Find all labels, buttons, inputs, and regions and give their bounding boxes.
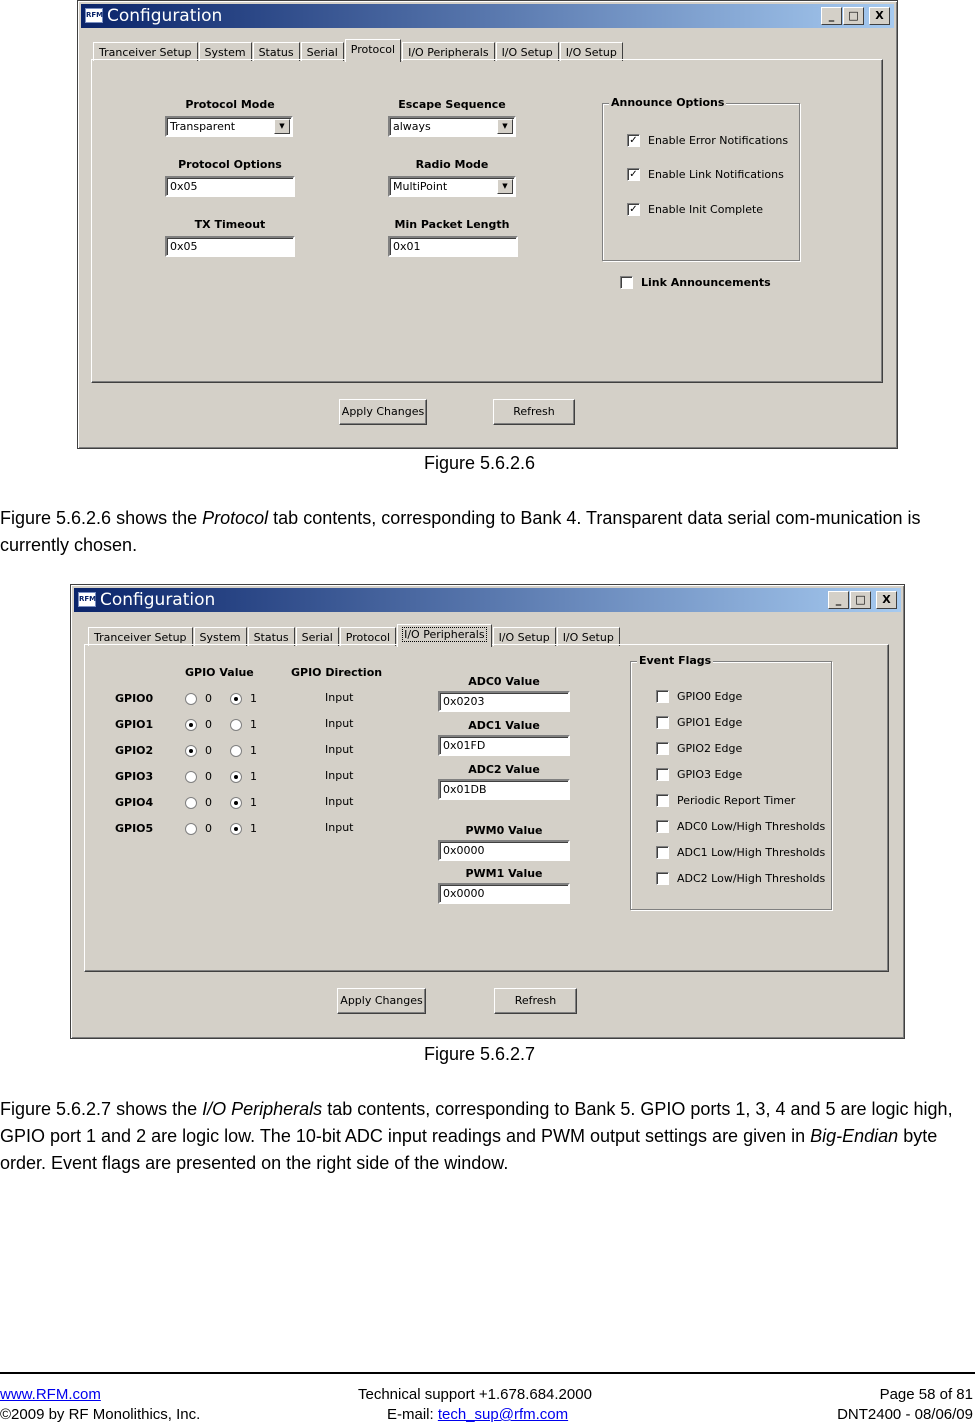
checkbox-unchecked-icon[interactable] bbox=[656, 768, 669, 781]
checkbox-unchecked-icon[interactable] bbox=[620, 276, 633, 289]
radio-selected-icon[interactable] bbox=[230, 823, 242, 835]
footer-email-label: E-mail: bbox=[387, 1406, 438, 1423]
rfm-logo-icon: RFM bbox=[85, 8, 103, 23]
adc1-input[interactable]: 0x01FD bbox=[438, 735, 570, 756]
minimize-button[interactable]: _ bbox=[821, 7, 842, 25]
figure-caption-2: Figure 5.6.2.7 bbox=[424, 1044, 536, 1064]
event-flag-checkbox[interactable] bbox=[656, 846, 825, 859]
gpio-direction: Input bbox=[325, 821, 354, 834]
protocol-options-input[interactable]: 0x05 bbox=[165, 176, 295, 197]
enable-error-notifications-checkbox[interactable] bbox=[627, 134, 788, 147]
event-flag-label: GPIO1 Edge bbox=[677, 716, 743, 729]
checkbox-label: Enable Init Complete bbox=[648, 203, 764, 216]
title-bar[interactable] bbox=[81, 4, 894, 28]
gpio-name: GPIO4 bbox=[115, 796, 154, 809]
para1-text-b: tab contents, corresponding to Bank 4. Transparent data serial com-munication is currently chosen. bbox=[0, 508, 921, 555]
event-flag-label: GPIO2 Edge bbox=[677, 742, 743, 755]
gpio-name: GPIO5 bbox=[115, 822, 154, 835]
radio-label: 0 bbox=[205, 796, 212, 809]
chevron-down-icon[interactable]: ▼ bbox=[497, 179, 513, 194]
gpio-value-radio-0[interactable] bbox=[185, 796, 212, 809]
event-flags-group bbox=[630, 654, 832, 910]
pwm0-input[interactable]: 0x0000 bbox=[438, 840, 570, 861]
pwm0-label: PWM0 Value bbox=[465, 824, 543, 837]
gpio-direction: Input bbox=[325, 795, 354, 808]
gpio-value-radio-0[interactable] bbox=[185, 692, 212, 705]
gpio-value-radio-0[interactable] bbox=[185, 718, 212, 731]
tx-timeout-input[interactable]: 0x05 bbox=[165, 236, 295, 257]
gpio-name: GPIO2 bbox=[115, 744, 154, 757]
tab-protocol[interactable]: Protocol bbox=[345, 39, 401, 62]
window-title: Configuration bbox=[100, 590, 216, 610]
protocol-mode-select[interactable] bbox=[165, 116, 293, 137]
rfm-logo-icon: RFM bbox=[78, 592, 96, 607]
radio-label: 1 bbox=[250, 796, 257, 809]
radio-unselected-icon[interactable] bbox=[230, 745, 242, 757]
footer-email bbox=[387, 1406, 568, 1423]
radio-mode-select[interactable] bbox=[388, 176, 516, 197]
chevron-down-icon[interactable]: ▼ bbox=[274, 119, 290, 134]
config-window-io-peripherals bbox=[70, 584, 905, 1039]
event-flags-title: Event Flags bbox=[639, 654, 712, 667]
radio-unselected-icon[interactable] bbox=[185, 823, 197, 835]
protocol-mode-label: Protocol Mode bbox=[185, 98, 275, 111]
tab-io-setup-2[interactable]: I/O Setup bbox=[557, 627, 620, 646]
gpio-value-radio-1[interactable] bbox=[230, 692, 257, 705]
protocol-options-label: Protocol Options bbox=[178, 158, 282, 171]
title-bar[interactable] bbox=[74, 588, 901, 612]
tab-system[interactable]: System bbox=[194, 627, 247, 646]
checkbox-unchecked-icon[interactable] bbox=[656, 690, 669, 703]
tab-system[interactable]: System bbox=[199, 42, 252, 61]
announce-options-title: Announce Options bbox=[611, 96, 725, 109]
min-packet-length-label: Min Packet Length bbox=[394, 218, 510, 231]
checkbox-unchecked-icon[interactable] bbox=[656, 742, 669, 755]
apply-changes-button[interactable]: Apply Changes bbox=[337, 988, 426, 1014]
event-flag-label: ADC2 Low/High Thresholds bbox=[677, 872, 826, 885]
tab-tranceiver-setup[interactable]: Tranceiver Setup bbox=[88, 627, 193, 646]
tab-io-peripherals[interactable]: I/O Peripherals bbox=[402, 42, 494, 61]
pwm1-label: PWM1 Value bbox=[465, 867, 543, 880]
tab-io-peripherals[interactable] bbox=[397, 624, 491, 647]
window-title: Configuration bbox=[107, 6, 223, 26]
radio-label: 0 bbox=[205, 770, 212, 783]
tab-io-setup[interactable]: I/O Setup bbox=[496, 42, 559, 61]
radio-label: 0 bbox=[205, 718, 212, 731]
para2-emphasis-2: Big-Endian bbox=[810, 1126, 899, 1146]
tab-io-setup[interactable]: I/O Setup bbox=[493, 627, 556, 646]
para2-text-c: byte order. Event flags are presented on the right side of the window. bbox=[0, 1126, 938, 1173]
para1-emphasis: Protocol bbox=[202, 508, 269, 528]
gpio-value-radio-0[interactable] bbox=[185, 770, 212, 783]
adc0-input[interactable]: 0x0203 bbox=[438, 691, 570, 712]
checkbox-checked-icon[interactable]: ✓ bbox=[627, 168, 640, 181]
event-flag-label: Periodic Report Timer bbox=[677, 794, 796, 807]
checkbox-unchecked-icon[interactable] bbox=[656, 820, 669, 833]
event-flag-label: ADC1 Low/High Thresholds bbox=[677, 846, 826, 859]
event-flag-checkbox[interactable] bbox=[656, 820, 825, 833]
event-flag-checkbox[interactable] bbox=[656, 742, 742, 755]
gpio-direction-header: GPIO Direction bbox=[291, 666, 383, 679]
escape-sequence-label: Escape Sequence bbox=[398, 98, 506, 111]
apply-changes-button[interactable]: Apply Changes bbox=[339, 399, 427, 425]
para2-emphasis-1: I/O Peripherals bbox=[202, 1099, 323, 1119]
tab-io-peripherals-label: I/O Peripherals bbox=[404, 628, 485, 641]
footer-page-number: Page 58 of 81 bbox=[879, 1386, 973, 1403]
gpio-value-radio-1[interactable] bbox=[230, 796, 257, 809]
checkbox-unchecked-icon[interactable] bbox=[656, 794, 669, 807]
radio-label: 1 bbox=[250, 770, 257, 783]
tab-status[interactable]: Status bbox=[253, 42, 300, 61]
gpio-value-radio-1[interactable] bbox=[230, 718, 257, 731]
tab-io-setup-2[interactable]: I/O Setup bbox=[560, 42, 623, 61]
checkbox-label: Enable Link Notifications bbox=[648, 168, 784, 181]
close-button[interactable]: X bbox=[869, 7, 890, 25]
gpio-name: GPIO0 bbox=[115, 692, 154, 705]
gpio-value-radio-1[interactable] bbox=[230, 770, 257, 783]
checkbox-checked-icon[interactable]: ✓ bbox=[627, 203, 640, 216]
escape-sequence-value: always bbox=[393, 120, 431, 133]
gpio-direction: Input bbox=[325, 717, 354, 730]
para1-text-a: Figure 5.6.2.6 shows the bbox=[0, 508, 203, 528]
radio-label: 1 bbox=[250, 744, 257, 757]
radio-unselected-icon[interactable] bbox=[185, 771, 197, 783]
para2-text-b: tab contents, corresponding to Bank 5. GPIO ports 1, 3, 4 and 5 are logic high, GPIO port 1 and 2 are logic low. The 10-bit ADC input readings and PWM output settings are given in bbox=[0, 1099, 953, 1146]
para2-text-a: Figure 5.6.2.7 shows the bbox=[0, 1099, 203, 1119]
adc1-label: ADC1 Value bbox=[468, 719, 540, 732]
paragraph-2 bbox=[0, 1096, 972, 1177]
enable-link-notifications-checkbox[interactable] bbox=[627, 168, 784, 181]
radio-label: 0 bbox=[205, 822, 212, 835]
radio-unselected-icon[interactable] bbox=[185, 693, 197, 705]
checkbox-unchecked-icon[interactable] bbox=[656, 872, 669, 885]
radio-selected-icon[interactable] bbox=[185, 745, 197, 757]
tab-status[interactable]: Status bbox=[248, 627, 295, 646]
radio-selected-icon[interactable] bbox=[230, 797, 242, 809]
tab-serial[interactable]: Serial bbox=[296, 627, 339, 646]
event-flag-label: GPIO0 Edge bbox=[677, 690, 743, 703]
tab-tranceiver-setup[interactable]: Tranceiver Setup bbox=[93, 42, 198, 61]
link-announcements-checkbox[interactable] bbox=[620, 276, 771, 289]
gpio-value-radio-0[interactable] bbox=[185, 822, 212, 835]
radio-selected-icon[interactable] bbox=[185, 719, 197, 731]
refresh-button[interactable]: Refresh bbox=[493, 399, 575, 425]
pwm1-input[interactable]: 0x0000 bbox=[438, 883, 570, 904]
footer-email-link[interactable]: tech_sup@rfm.com bbox=[437, 1406, 569, 1423]
event-flag-checkbox[interactable] bbox=[656, 768, 742, 781]
gpio-direction: Input bbox=[325, 743, 354, 756]
figure-caption-1: Figure 5.6.2.6 bbox=[424, 453, 536, 473]
gpio-value-radio-0[interactable] bbox=[185, 744, 212, 757]
radio-label: 0 bbox=[205, 744, 212, 757]
radio-unselected-icon[interactable] bbox=[185, 797, 197, 809]
announce-options-group bbox=[602, 96, 800, 261]
gpio-direction: Input bbox=[325, 691, 354, 704]
gpio-name: GPIO3 bbox=[115, 770, 154, 783]
radio-mode-label: Radio Mode bbox=[415, 158, 489, 171]
event-flag-checkbox[interactable] bbox=[656, 872, 825, 885]
footer-doc-id: DNT2400 - 08/06/09 bbox=[837, 1406, 973, 1423]
gpio-direction: Input bbox=[325, 769, 354, 782]
gpio-value-radio-1[interactable] bbox=[230, 744, 257, 757]
protocol-mode-value: Transparent bbox=[170, 120, 236, 133]
event-flag-checkbox[interactable] bbox=[656, 716, 742, 729]
radio-selected-icon[interactable] bbox=[230, 693, 242, 705]
adc2-input[interactable]: 0x01DB bbox=[438, 779, 570, 800]
gpio-value-radio-1[interactable] bbox=[230, 822, 257, 835]
radio-label: 1 bbox=[250, 822, 257, 835]
event-flag-checkbox[interactable] bbox=[656, 794, 795, 807]
min-packet-length-input[interactable]: 0x01 bbox=[388, 236, 518, 257]
tx-timeout-label: TX Timeout bbox=[194, 218, 266, 231]
minimize-button[interactable]: _ bbox=[828, 591, 849, 609]
footer-rule bbox=[0, 1372, 975, 1374]
footer-website-link[interactable]: www.RFM.com bbox=[0, 1386, 101, 1403]
maximize-button[interactable]: □ bbox=[850, 591, 871, 609]
event-flag-label: GPIO3 Edge bbox=[677, 768, 743, 781]
radio-selected-icon[interactable] bbox=[230, 771, 242, 783]
radio-unselected-icon[interactable] bbox=[230, 719, 242, 731]
link-announcements-label: Link Announcements bbox=[641, 276, 771, 289]
footer-support: Technical support +1.678.684.2000 bbox=[358, 1386, 592, 1403]
enable-init-complete-checkbox[interactable] bbox=[627, 203, 763, 216]
gpio-name: GPIO1 bbox=[115, 718, 154, 731]
paragraph-1 bbox=[0, 505, 960, 559]
event-flag-checkbox[interactable] bbox=[656, 690, 742, 703]
chevron-down-icon[interactable]: ▼ bbox=[497, 119, 513, 134]
radio-label: 0 bbox=[205, 692, 212, 705]
footer-copyright: ©2009 by RF Monolithics, Inc. bbox=[0, 1406, 201, 1423]
escape-sequence-select[interactable] bbox=[388, 116, 516, 137]
maximize-button[interactable]: □ bbox=[843, 7, 864, 25]
close-button[interactable]: X bbox=[876, 591, 897, 609]
radio-label: 1 bbox=[250, 718, 257, 731]
checkbox-checked-icon[interactable]: ✓ bbox=[627, 134, 640, 147]
event-flag-label: ADC0 Low/High Thresholds bbox=[677, 820, 826, 833]
checkbox-unchecked-icon[interactable] bbox=[656, 716, 669, 729]
radio-label: 1 bbox=[250, 692, 257, 705]
checkbox-label: Enable Error Notifications bbox=[648, 134, 789, 147]
refresh-button[interactable]: Refresh bbox=[494, 988, 577, 1014]
gpio-value-header: GPIO Value bbox=[185, 666, 254, 679]
adc2-label: ADC2 Value bbox=[468, 763, 540, 776]
radio-mode-value: MultiPoint bbox=[393, 180, 448, 193]
tab-serial[interactable]: Serial bbox=[301, 42, 344, 61]
config-window-protocol bbox=[77, 0, 898, 449]
tab-protocol[interactable]: Protocol bbox=[340, 627, 396, 646]
adc0-label: ADC0 Value bbox=[468, 675, 540, 688]
checkbox-unchecked-icon[interactable] bbox=[656, 846, 669, 859]
